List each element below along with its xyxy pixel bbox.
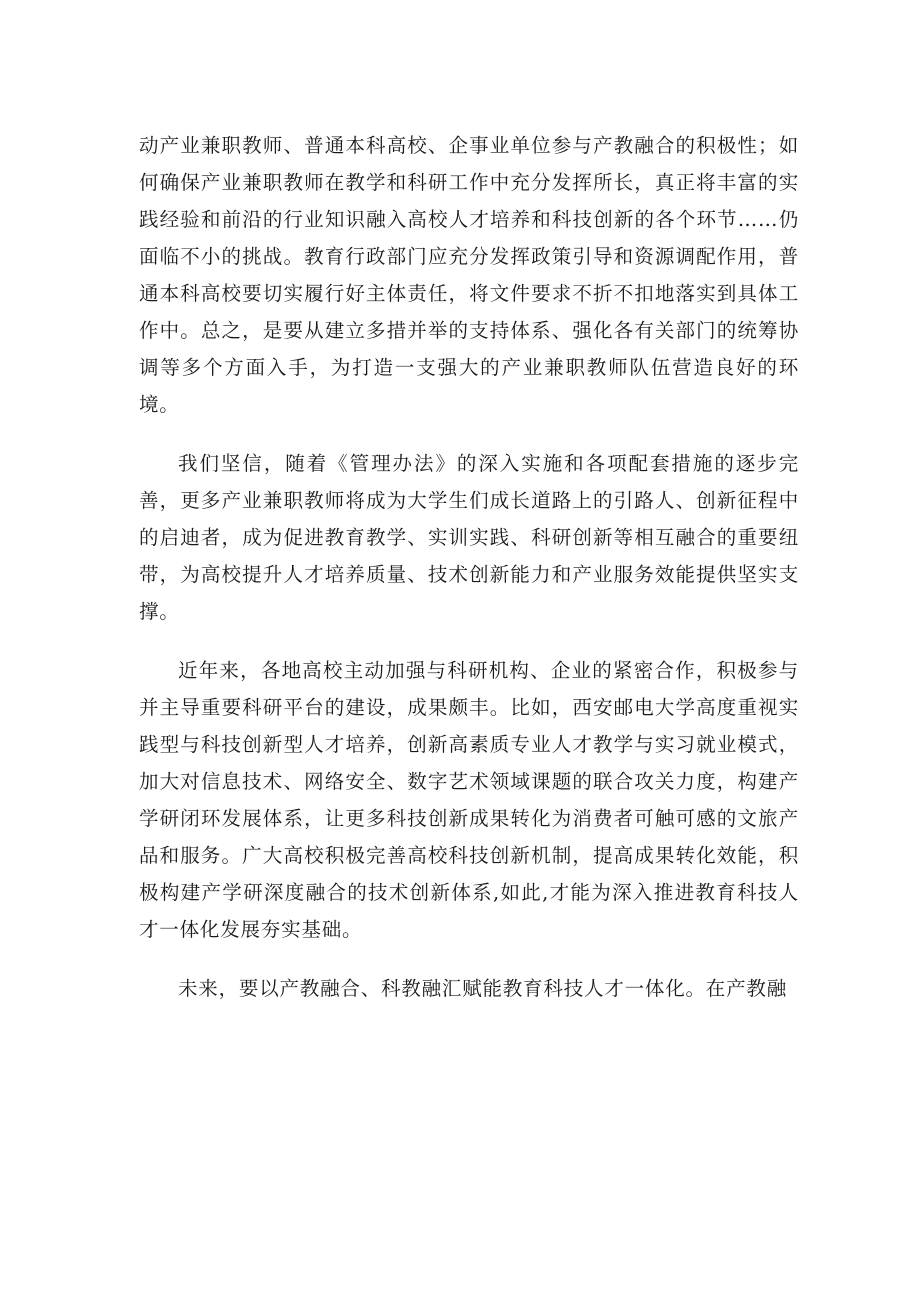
paragraph-future: 未来，要以产教融合、科教融汇赋能教育科技人才一体化。在产教融 — [178, 977, 788, 1000]
paragraph-recent-years: 近年来，各地高校主动加强与科研机构、企业的紧密合作，积极参与并主导重要科研平台的建设，成果颇丰。比如，西安邮电大学高度重视实践型与科技创新型人才培养，创新高素质专业人才教学与实习就业模式，加大对信息技术、网络安全、数字艺术领域课题的联合攻关力度，构建产学研闭环发展体系，让更多科技创新成果转化为消费者可触可感的文旅产品和服务。广大高校积极完善高校科技创新机制，提高成果转化效能，积极构建产学研深度融合的技术创新体系,如此,才能为深入推进教育科技人才一体化发展夯实基础。 — [139, 659, 799, 941]
paragraph-belief: 我们坚信，随着《管理办法》的深入实施和各项配套措施的逐步完善，更多产业兼职教师将成为大学生们成长道路上的引路人、创新征程中的启迪者，成为促进教育教学、实训实践、科研创新等相互融合的重要纽带，为高校提升人才培养质量、技术创新能力和产业服务效能提供坚实支撑。 — [139, 452, 799, 623]
article-body — [139, 127, 799, 1029]
paragraph-continuation: 动产业兼职教师、普通本科高校、企事业单位参与产教融合的积极性；如何确保产业兼职教师在教学和科研工作中充分发挥所长，真正将丰富的实践经验和前沿的行业知识融入高校人才培养和科技创新的各个环节……仍面临不小的挑战。教育行政部门应充分发挥政策引导和资源调配作用，普通本科高校要切实履行好主体责任，将文件要求不折不扣地落实到具体工作中。总之，是要从建立多措并举的支持体系、强化各有关部门的统筹协调等多个方面入手，为打造一支强大的产业兼职教师队伍营造良好的环境。 — [139, 134, 799, 416]
